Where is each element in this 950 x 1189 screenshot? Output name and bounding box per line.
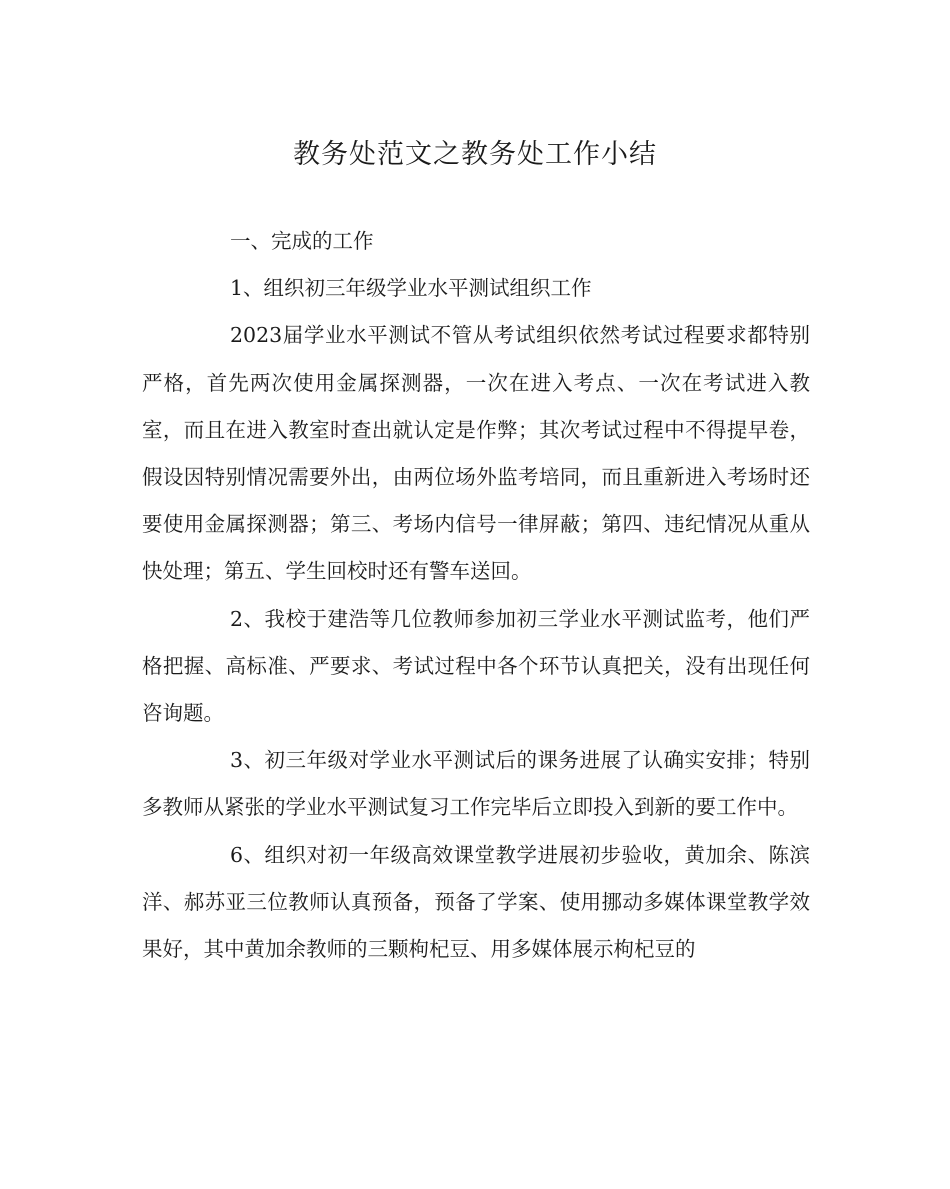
paragraph: 6、组织对初一年级高效课堂教学进展初步验收，黄加余、陈滨洋、郝苏亚三位教师认真预备，预备了学案、使用挪动多媒体课堂教学效果好，其中黄加余教师的三颗枸杞豆、用多媒体展示枸杞豆的 — [142, 842, 810, 962]
section-heading: 一、完成的工作 — [230, 229, 374, 253]
document-body — [142, 218, 810, 973]
paragraph: 2、我校于建浩等几位教师参加初三学业水平测试监考，他们严格把握、高标准、严要求、考试过程中各个环节认真把关，没有出现任何咨询题。 — [142, 606, 810, 726]
paragraph: 3、初三年级对学业水平测试后的课务进展了认确实安排；特别多教师从紧张的学业水平测试复习工作完毕后立即投入到新的要工作中。 — [142, 748, 810, 820]
paragraph: 2023届学业水平测试不管从考试组织依然考试过程要求都特别严格，首先两次使用金属探测器，一次在进入考点、一次在考试进入教室，而且在进入教室时查出就认定是作弊；其次考试过程中不得提早卷，假设因特别情况需要外出，由两位场外监考培同，而且重新进入考场时还要使用金属探测器；第三、考场内信号一律屏蔽；第四、违纪情况从重从快处理；第五、学生回校时还有警车送回。 — [142, 323, 810, 584]
document-title: 教务处范文之教务处工作小结 — [293, 139, 657, 170]
item-heading: 1、组织初三年级学业水平测试组织工作 — [230, 276, 592, 301]
